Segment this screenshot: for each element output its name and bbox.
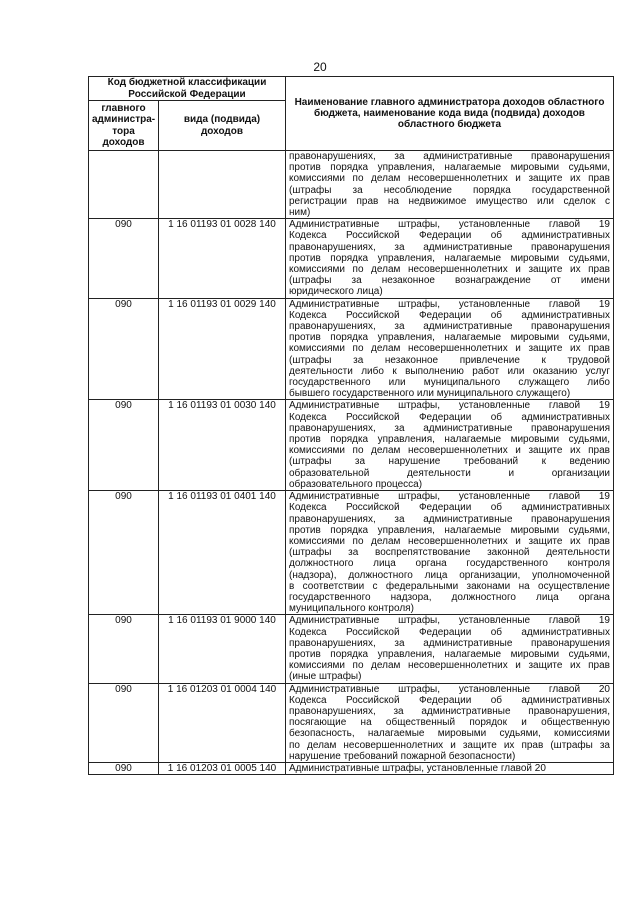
name-line: по делам несовершеннолетних и защите их прав (штрафы за — [289, 739, 610, 751]
name-line: против порядка управления, налагаемые мировыми судьями, — [289, 332, 610, 344]
name-line: (иные штрафы) — [289, 671, 362, 683]
name-line: юридического лица) — [289, 286, 383, 298]
name-line: правонарушениях, за административные правонарушения — [289, 513, 610, 525]
name-line: в соответствии с федеральными законами на осуществление — [289, 580, 610, 592]
income-kind-code-cell: 1 16 01193 01 9000 140 — [159, 615, 286, 683]
name-line: комиссиями по делам несовершеннолетних и защите их прав — [289, 445, 610, 457]
name-line: безопасность, налагаемые мировыми судьями, комиссиями — [289, 728, 610, 740]
name-line: посягающие на общественный порядок и общественную — [289, 717, 610, 729]
name-line: образовательного процесса) — [289, 478, 423, 490]
name-line: Кодекса Российской Федерации об административных — [289, 230, 610, 242]
name-line: регистрации прав на недвижимое имущество или сделок с — [289, 195, 610, 207]
name-line: (штрафы за нарушение требований к ведению — [289, 456, 610, 468]
income-kind-code-cell: 1 16 01193 01 0028 140 — [159, 219, 286, 298]
name-line: муниципального контроля) — [289, 603, 414, 615]
name-line: Административные штрафы, установленные главой 19 — [289, 491, 610, 503]
name-line: бывшего государственного или муниципального служащего) — [289, 388, 571, 400]
income-kind-code-cell: 1 16 01193 01 0401 140 — [159, 491, 286, 615]
table-row — [89, 762, 614, 774]
name-line: (штрафы за незаконное вознаграждение от имени — [289, 275, 610, 287]
table-row — [89, 615, 614, 683]
name-line: правонарушениях, за административные правонарушения — [289, 422, 610, 434]
name-line: правонарушениях, за административные правонарушения — [289, 321, 610, 333]
table-row — [89, 491, 614, 615]
name-line: (штрафы за незаконное привлечение к трудовой — [289, 354, 610, 366]
income-kind-code-cell: 1 16 01193 01 0030 140 — [159, 400, 286, 491]
budget-code-table — [88, 76, 614, 775]
income-name-cell — [286, 491, 614, 615]
table-body — [89, 151, 614, 775]
name-line: Кодекса Российской Федерации об административных — [289, 411, 610, 423]
name-line: образовательной деятельности и организации — [289, 467, 610, 479]
name-line: Административные штрафы, установленные главой 19 — [289, 298, 610, 310]
page-number: 20 — [313, 60, 327, 74]
header-kind-column: вида (подвида) доходов — [159, 101, 286, 151]
name-line: государственного надзора, должностного лица органа — [289, 591, 610, 603]
income-kind-code-cell: 1 16 01193 01 0029 140 — [159, 298, 286, 400]
name-line: комиссиями по делам несовершеннолетних и защите их прав — [289, 264, 610, 276]
income-name-cell — [286, 762, 614, 774]
name-line: против порядка управления, налагаемые мировыми судьями, — [289, 524, 610, 536]
name-line: против порядка управления, налагаемые мировыми судьями, — [289, 434, 610, 446]
name-line: Кодекса Российской Федерации об административных — [289, 626, 610, 638]
name-line: комиссиями по делам несовершеннолетних и защите их прав — [289, 173, 610, 185]
name-line: Кодекса Российской Федерации об административных — [289, 694, 610, 706]
table-row — [89, 219, 614, 298]
name-line: Административные штрафы, установленные главой 19 — [289, 400, 610, 412]
name-line: должностного лица органа государственного контроля — [289, 558, 610, 570]
income-name-cell — [286, 298, 614, 400]
name-line: против порядка управления, налагаемые мировыми судьями, — [289, 162, 610, 174]
admin-code-cell: 090 — [89, 298, 159, 400]
income-kind-code-cell: 1 16 01203 01 0005 140 — [159, 762, 286, 774]
admin-code-cell: 090 — [89, 615, 159, 683]
name-line: нарушение требований пожарной безопасности) — [289, 750, 516, 762]
name-line: правонарушениях, за административные правонарушения, — [289, 705, 610, 717]
name-line: (штрафы за воспрепятствование законной деятельности — [289, 547, 610, 559]
header-name-column: Наименование главного администратора доходов областного бюджета, наименование кода вида (подвида) доходов областного бюджета — [286, 77, 614, 151]
admin-code-cell: 090 — [89, 219, 159, 298]
name-line: Административные штрафы, установленные главой 20 — [289, 683, 610, 695]
table-row — [89, 683, 614, 762]
income-name-cell — [286, 615, 614, 683]
table-row — [89, 151, 614, 219]
name-line: комиссиями по делам несовершеннолетних и защите их прав — [289, 535, 610, 547]
table-row — [89, 298, 614, 400]
admin-code-cell: 090 — [89, 683, 159, 762]
table-row — [89, 400, 614, 491]
name-line: государственного или муниципального служащего либо — [289, 377, 610, 389]
admin-code-cell — [89, 151, 159, 219]
name-line: Административные штрафы, установленные главой 19 — [289, 219, 610, 231]
name-line: Кодекса Российской Федерации об административных — [289, 502, 610, 514]
income-name-cell — [286, 683, 614, 762]
admin-code-cell: 090 — [89, 762, 159, 774]
name-line: правонарушениях, за административные правонарушения — [289, 241, 610, 253]
name-line: ним) — [289, 207, 311, 219]
name-line: деятельности либо к выполнению работ или оказанию услуг — [289, 365, 610, 377]
admin-code-cell: 090 — [89, 400, 159, 491]
income-name-cell — [286, 151, 614, 219]
income-name-cell — [286, 400, 614, 491]
name-line: комиссиями по делам несовершеннолетних и защите их прав — [289, 660, 610, 672]
income-kind-code-cell — [159, 151, 286, 219]
name-line: против порядка управления, налагаемые мировыми судьями, — [289, 648, 610, 660]
name-line: правонарушениях, за административные правонарушения — [289, 637, 610, 649]
name-line: правонарушениях, за административные правонарушения — [289, 151, 610, 162]
name-line: (надзора), должностного лица организации, уполномоченной — [289, 569, 610, 581]
name-line: комиссиями по делам несовершеннолетних и защите их прав — [289, 343, 610, 355]
header-code-group: Код бюджетной классификации Российской Федерации — [89, 77, 286, 101]
name-line: (штрафы за несоблюдение порядка государственной — [289, 184, 610, 196]
name-line: Кодекса Российской Федерации об административных — [289, 309, 610, 321]
admin-code-cell: 090 — [89, 491, 159, 615]
income-kind-code-cell: 1 16 01203 01 0004 140 — [159, 683, 286, 762]
name-line: Административные штрафы, установленные главой 20 — [289, 762, 546, 774]
name-line: против порядка управления, налагаемые мировыми судьями, — [289, 252, 610, 264]
income-name-cell — [286, 219, 614, 298]
header-admin-column: главного администра-тора доходов — [89, 101, 159, 151]
name-line: Административные штрафы, установленные главой 19 — [289, 615, 610, 627]
